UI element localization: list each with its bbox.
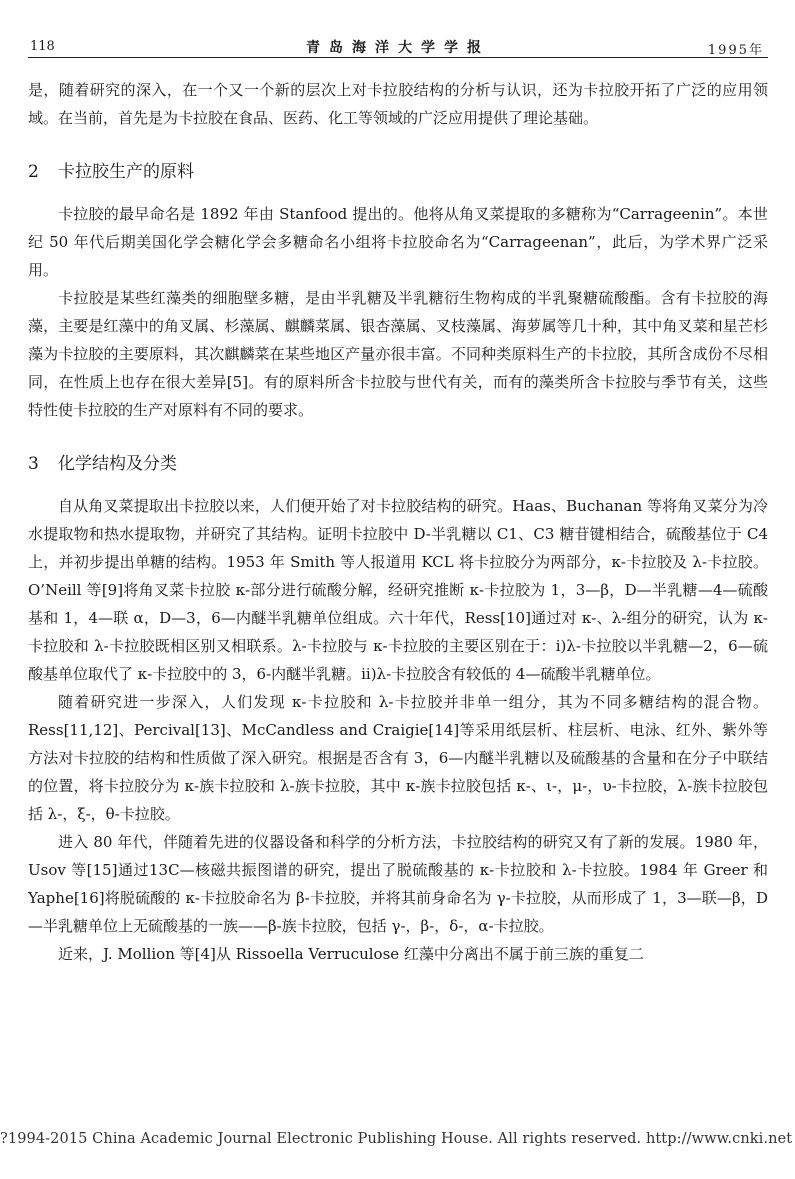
section-title: 卡拉胶生产的原料: [58, 162, 194, 182]
body-paragraph: 自从角叉菜提取出卡拉胶以来，人们便开始了对卡拉胶结构的研究。Haas、Buchanan 等将角叉菜分为冷水提取物和热水提取物，并研究了其结构。证明卡拉胶中 D-半乳糖以 C1、C3 糖苷键相结合，硫酸基位于 C4 上，并初步提出单糖的结构。1953 年 Smith 等人报道用 KCL 将卡拉胶分为两部分，κ-卡拉胶及 λ-卡拉胶。O’Neill 等[9]将角叉菜卡拉胶 κ-部分进行硫酸分解，经研究推断 κ-卡拉胶为 1，3—β，D—半乳糖—4—硫酸基和 1，4—联 α，D—3，6—内醚半乳糖单位组成。六十年代，Ress[10]通过对 κ-、λ-组分的研究，认为 κ-卡拉胶和 λ-卡拉胶既相区别又相联系。λ-卡拉胶与 κ-卡拉胶的主要区别在于：i)λ-卡拉胶以半乳糖—2，6—硫酸基单位取代了 κ-卡拉胶中的 3，6-内醚半乳糖。ii)λ-卡拉胶含有较低的 4—硫酸半乳糖单位。: [28, 497, 769, 683]
section-heading: [28, 424, 768, 492]
section-heading: [28, 132, 768, 200]
body-paragraph: 卡拉胶的最早命名是 1892 年由 Stanfood 提出的。他将从角叉菜提取的多糖称为“Carrageenin”。本世纪 50 年代后期美国化学会糖化学会多糖命名小组将卡拉胶命名为“Carrageenan”，此后，为学术界广泛采用。: [28, 205, 768, 279]
running-header: [28, 33, 768, 58]
copyright-footer: ?1994-2015 China Academic Journal Electronic Publishing House. All rights reserved. http://www.cnki.net: [0, 1131, 793, 1147]
section-number: 3: [28, 454, 39, 474]
body-paragraph: 卡拉胶是某些红藻类的细胞壁多糖，是由半乳糖及半乳糖衍生物构成的半乳聚糖硫酸酯。含有卡拉胶的海藻，主要是红藻中的角叉属、杉藻属、麒麟菜属、银杏藻属、叉枝藻属、海萝属等几十种，其中角叉菜和星芒杉藻为卡拉胶的主要原料，其次麒麟菜在某些地区产量亦很丰富。不同种类原料生产的卡拉胶，其所含成份不尽相同，在性质上也存在很大差异[5]。有的原料所含卡拉胶与世代有关，而有的藻类所含卡拉胶与季节有关，这些特性使卡拉胶的生产对原料有不同的要求。: [28, 289, 768, 419]
section-title: 化学结构及分类: [58, 454, 177, 474]
body-paragraph: 进入 80 年代，伴随着先进的仪器设备和科学的分析方法，卡拉胶结构的研究又有了新的发展。1980 年，Usov 等[15]通过13C—核磁共振图谱的研究，提出了脱硫酸基的 κ-卡拉胶和 λ-卡拉胶。1984 年 Greer 和 Yaphe[16]将脱硫酸的 κ-卡拉胶命名为 β-卡拉胶，并将其前身命名为 γ-卡拉胶，从而形成了 1，3—联—β，D—半乳糖单位上无硫酸基的一族——β-族卡拉胶，包括 γ-，β-，δ-，α-卡拉胶。: [28, 833, 768, 935]
page-number: 118: [30, 39, 55, 54]
body-paragraph: 随着研究进一步深入，人们发现 κ-卡拉胶和 λ-卡拉胶并非单一组分，其为不同多糖结构的混合物。Ress[11,12]、Percival[13]、McCandless and Craigie[14]等采用纸层析、柱层析、电泳、红外、紫外等方法对卡拉胶的结构和性质做了深入研究。根据是否含有 3，6—内醚半乳糖以及硫酸基的含量和在分子中联结的位置，将卡拉胶分为 κ-族卡拉胶和 λ-族卡拉胶，其中 κ-族卡拉胶包括 κ-、ι-，μ-，υ-卡拉胶，λ-族卡拉胶包括 λ-，ξ-，θ-卡拉胶。: [28, 693, 768, 823]
article-body: [28, 76, 768, 968]
publication-year: 1995年: [707, 43, 764, 58]
body-paragraph: 近来，J. Mollion 等[4]从 Rissoella Verruculose 红藻中分离出不属于前三族的重复二: [58, 945, 644, 963]
journal-title: 青岛海洋大学学报: [306, 40, 490, 56]
section-number: 2: [28, 162, 39, 182]
body-paragraph: 是，随着研究的深入，在一个又一个新的层次上对卡拉胶结构的分析与认识，还为卡拉胶开拓了广泛的应用领域。在当前，首先是为卡拉胶在食品、医药、化工等领域的广泛应用提供了理论基础。: [28, 81, 768, 127]
